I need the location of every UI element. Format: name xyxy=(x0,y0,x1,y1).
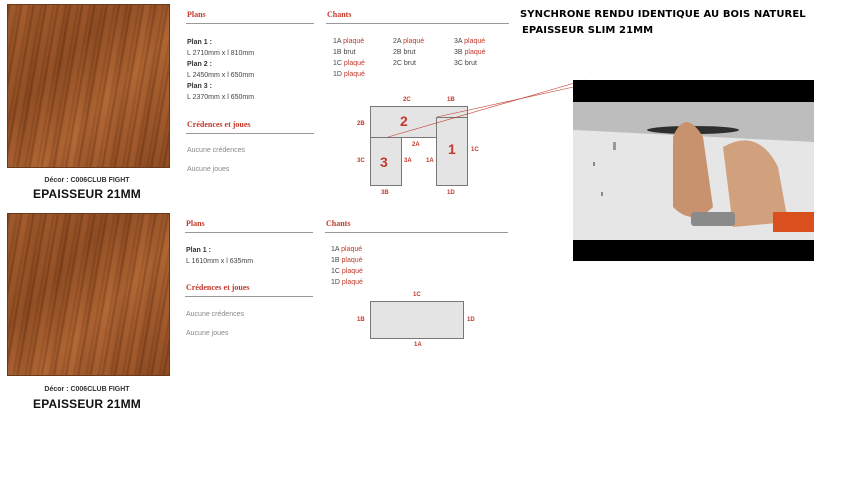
chant-entry: 2C brut xyxy=(393,60,416,67)
edge-label: 1A xyxy=(426,158,434,164)
plan-dims: L 2710mm x l 810mm xyxy=(187,50,255,57)
plan-name: Plan 3 : xyxy=(187,83,212,90)
plan-dims: L 2370mm x l 650mm xyxy=(187,94,255,101)
piece-2-number: 2 xyxy=(400,113,408,129)
chant-entry: 1D plaqué xyxy=(333,71,365,78)
plans-title: Plans xyxy=(187,10,206,19)
edge-label: 3C xyxy=(357,158,365,164)
chant-entry: 1C plaqué xyxy=(331,268,363,275)
edge-label: 1D xyxy=(467,317,475,323)
edge-label: 2A xyxy=(412,142,420,148)
chant-entry: 1B plaqué xyxy=(331,257,363,264)
chants-title: Chants xyxy=(327,10,352,19)
credences-title: Crédences et joues xyxy=(187,120,251,129)
plan-dims: L 1610mm x l 635mm xyxy=(186,258,254,265)
headline-line-1: SYNCHRONE RENDU IDENTIQUE AU BOIS NATUREL xyxy=(520,9,806,20)
edge-label: 1B xyxy=(357,317,365,323)
edge-label: 1C xyxy=(413,292,421,298)
plans-title: Plans xyxy=(186,219,205,228)
chant-entry: 2B brut xyxy=(393,49,416,56)
plan-name: Plan 1 : xyxy=(187,39,212,46)
no-credences-text: Aucune crédences xyxy=(187,147,245,154)
credences-title: Crédences et joues xyxy=(186,283,250,292)
edge-label: 1C xyxy=(471,147,479,153)
edge-label: 2C xyxy=(403,97,411,103)
piece-3-number: 3 xyxy=(380,154,388,170)
plan-dims: L 2450mm x l 650mm xyxy=(187,72,255,79)
chant-entry: 3C brut xyxy=(454,60,477,67)
no-joues-text: Aucune joues xyxy=(186,330,229,337)
chant-entry: 2A plaqué xyxy=(393,38,425,45)
plan-name: Plan 1 : xyxy=(186,247,211,254)
decor-label: Décor : C006CLUB FIGHT xyxy=(44,386,130,393)
edge-label: 3B xyxy=(381,190,389,196)
edge-label: 1B xyxy=(447,97,455,103)
edge-label: 3A xyxy=(404,158,412,164)
chants-title: Chants xyxy=(326,219,351,228)
chant-entry: 1C plaqué xyxy=(333,60,365,67)
decor-label: Décor : C006CLUB FIGHT xyxy=(44,177,130,184)
no-credences-text: Aucune crédences xyxy=(186,311,244,318)
edge-label: 1D xyxy=(447,190,455,196)
chant-entry: 3B plaqué xyxy=(454,49,486,56)
chant-entry: 1B brut xyxy=(333,49,356,56)
chant-entry: 1D plaqué xyxy=(331,279,363,286)
no-joues-text: Aucune joues xyxy=(187,166,230,173)
chant-entry: 1A plaqué xyxy=(333,38,365,45)
headline-line-2: EPAISSEUR SLIM 21MM xyxy=(522,25,654,36)
thickness-label: EPAISSEUR 21MM xyxy=(33,397,141,411)
edge-label: 1A xyxy=(414,342,422,348)
chant-entry: 3A plaqué xyxy=(454,38,486,45)
piece-1-number: 1 xyxy=(448,141,456,157)
plan-name: Plan 2 : xyxy=(187,61,212,68)
chant-entry: 1A plaqué xyxy=(331,246,363,253)
photo-scene xyxy=(573,102,814,240)
installation-photo xyxy=(573,80,814,261)
thickness-label: EPAISSEUR 21MM xyxy=(33,187,141,201)
edge-label: 2B xyxy=(357,121,365,127)
